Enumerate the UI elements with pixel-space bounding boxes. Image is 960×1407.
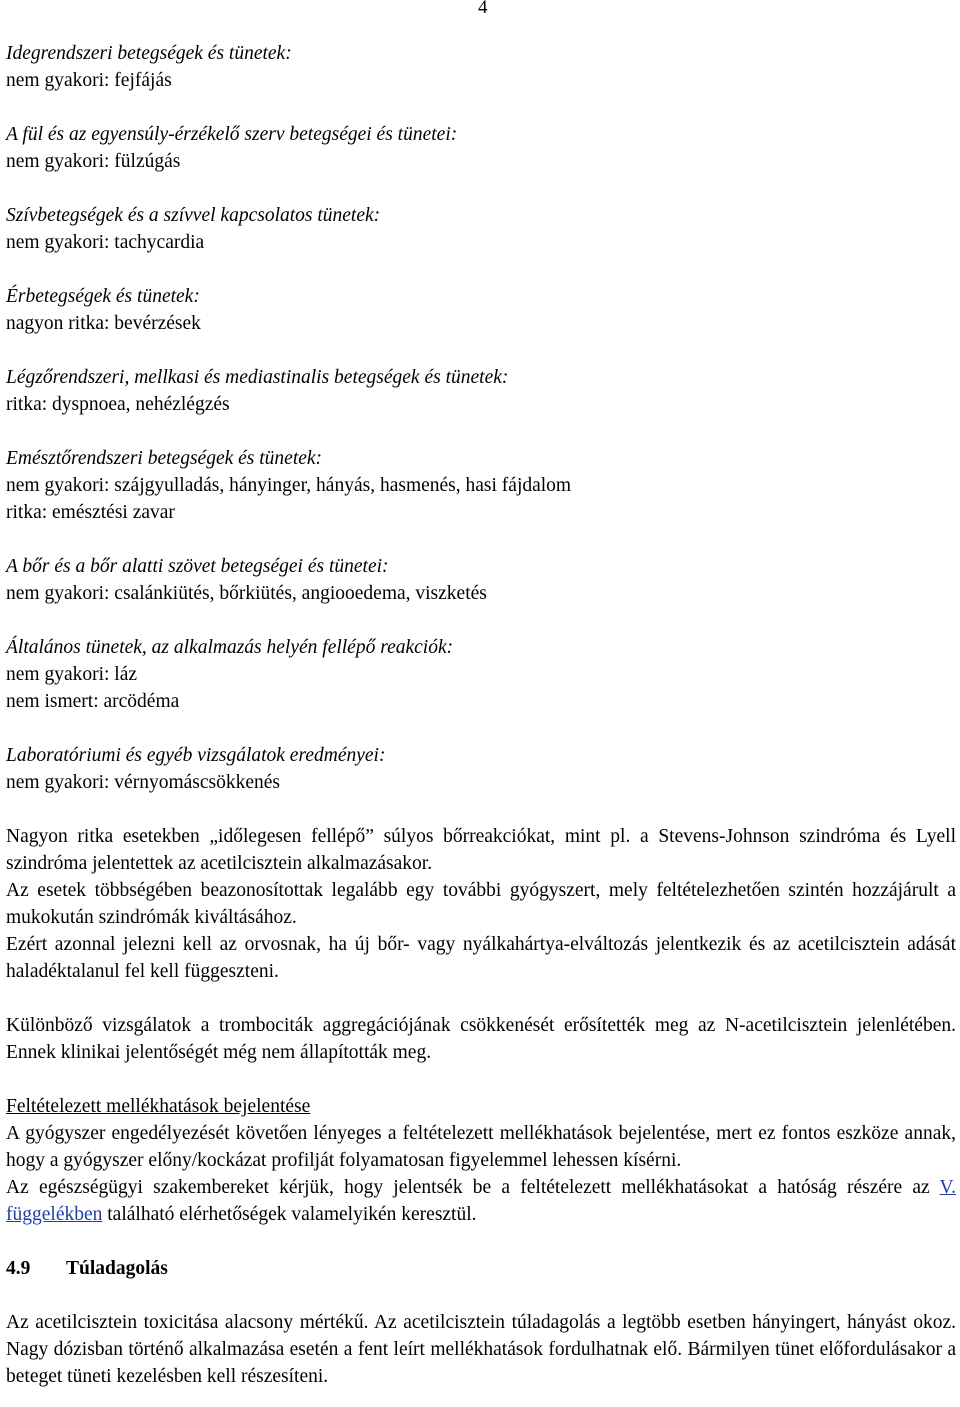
soc-line: nem gyakori: fejfájás <box>6 70 172 91</box>
reporting-text-after: található elérhetőségek valamelyikén keresztül. <box>102 1204 477 1225</box>
section-number: 4.9 <box>6 1258 31 1279</box>
soc-heading: Emésztőrendszeri betegségek és tünetek: <box>6 448 323 469</box>
paragraph-skin-reactions: Nagyon ritka esetekben „időlegesen fellépő” súlyos bőrreakciókat, mint pl. a Stevens-Johnson szindróma és Lyell szindróma jelentettek az acetilcisztein alkalmazásakor. <box>6 826 956 874</box>
soc-heading: A bőr és a bőr alatti szövet betegségei és tünetei: <box>6 556 389 577</box>
reporting-text-before: Az egészségügyi szakembereket kérjük, hogy jelentsék be a feltételezett mellékhatásokat a hatóság részére az <box>6 1177 940 1198</box>
soc-line: nem gyakori: szájgyulladás, hányinger, hányás, hasmenés, hasi fájdalom <box>6 475 572 496</box>
page-number: 4 <box>478 0 488 18</box>
paragraph-stop-treatment: Ezért azonnal jelezni kell az orvosnak, ha új bőr- vagy nyálkahártya-elváltozás jelentkezik és az acetilcisztein adását haladéktalanul fel kell függeszteni. <box>6 934 956 982</box>
soc-heading: Légzőrendszeri, mellkasi és mediastinalis betegségek és tünetek: <box>6 367 509 388</box>
soc-section-nervous <box>6 40 956 94</box>
soc-section-investigations <box>6 742 956 796</box>
soc-line: nem ismert: arcödéma <box>6 691 180 712</box>
reporting-section <box>6 1093 956 1228</box>
soc-heading: Szívbetegségek és a szívvel kapcsolatos tünetek: <box>6 205 381 226</box>
soc-heading: Idegrendszeri betegségek és tünetek: <box>6 43 292 64</box>
soc-section-skin <box>6 553 956 607</box>
soc-heading: Laboratóriumi és egyéb vizsgálatok eredményei: <box>6 745 386 766</box>
soc-section-gastrointestinal <box>6 445 956 526</box>
soc-line: nem gyakori: csalánkiütés, bőrkiütés, angiooedema, viszketés <box>6 583 487 604</box>
soc-line: nem gyakori: tachycardia <box>6 232 205 253</box>
appendix-v-link[interactable]: V. függelékben <box>6 1177 956 1225</box>
reporting-paragraph-1: A gyógyszer engedélyezését követően lényeges a feltételezett mellékhatások bejelentése, mert ez fontos eszköze annak, hogy a gyógyszer előny/kockázat profilját folyamatosan figyelemmel lehessen kísérni. <box>6 1123 956 1171</box>
soc-heading: A fül és az egyensúly-érzékelő szerv betegségei és tünetei: <box>6 124 458 145</box>
paragraph-other-drugs: Az esetek többségében beazonosítottak legalább egy további gyógyszert, mely feltételezhetően szintén hozzájárult a mukokután szindrómák kiváltásához. <box>6 880 956 928</box>
soc-line: ritka: emésztési zavar <box>6 502 175 523</box>
overdose-paragraph: Az acetilcisztein toxicitása alacsony mértékű. Az acetilcisztein túladagolás a legtöbb esetben hányingert, hányást okoz. Nagy dózisban történő alkalmazása esetén a fent leírt mellékhatások fordulhatnak elő. Bármilyen tünet előfordulásakor a beteget tüneti kezelésben kell részesíteni. <box>6 1312 956 1387</box>
soc-line: nem gyakori: láz <box>6 664 138 685</box>
soc-line: nagyon ritka: bevérzések <box>6 313 201 334</box>
section-title: Túladagolás <box>66 1258 168 1279</box>
soc-line: nem gyakori: fülzúgás <box>6 151 181 172</box>
soc-heading: Érbetegségek és tünetek: <box>6 286 200 307</box>
document-body <box>6 40 956 1390</box>
soc-section-respiratory <box>6 364 956 418</box>
soc-line: nem gyakori: vérnyomáscsökkenés <box>6 772 281 793</box>
soc-section-cardiac <box>6 202 956 256</box>
paragraph-platelet: Különböző vizsgálatok a trombociták aggregációjának csökkenését erősítették meg az N-acetilcisztein jelenlétében. Ennek klinikai jelentőségét még nem állapították meg. <box>6 1015 956 1063</box>
soc-section-general <box>6 634 956 715</box>
reporting-paragraph-2 <box>6 1174 956 1228</box>
reporting-title: Feltételezett mellékhatások bejelentése <box>6 1096 311 1117</box>
soc-line: ritka: dyspnoea, nehézlégzés <box>6 394 230 415</box>
soc-section-ear <box>6 121 956 175</box>
soc-heading: Általános tünetek, az alkalmazás helyén fellépő reakciók: <box>6 637 454 658</box>
section-heading-overdose <box>6 1255 956 1282</box>
soc-section-vascular <box>6 283 956 337</box>
